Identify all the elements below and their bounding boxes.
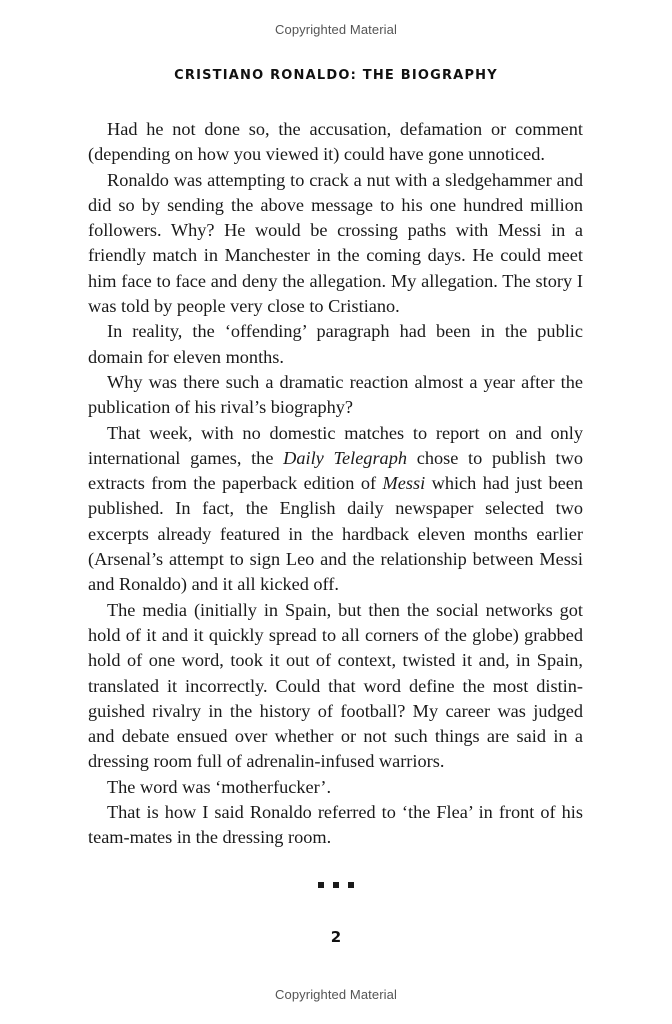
paragraph: Why was there such a dramatic reaction almost a year after the publication of his rival’s biography? xyxy=(88,371,583,418)
running-head: CRISTIANO RONALDO: THE BIOGRAPHY xyxy=(174,68,498,83)
paragraph: In reality, the ‘offending’ paragraph had been in the public domain for eleven months. xyxy=(88,321,583,367)
paragraph: Ronaldo was attempting to crack a nut with a sledgehammer and did so by sending the above message to his one hundred million followers. Why? He would be crossing paths with Messi in a friendly match in Manchester in the coming days. He could meet him face to face and deny the allegation. My allegation. The story I was told by people very close to Cristiano. xyxy=(88,169,583,317)
ornament-square xyxy=(348,882,354,888)
newspaper-title: Daily Telegraph xyxy=(283,447,407,468)
paragraph: The media (initially in Spain, but then the social networks got hold of it and it quickly spread to all corners of the globe) grabbed hold of one word, took it out of context, twisted it and, in Spain, translated it incorrectly. Could that word define the most distinguished rivalry in the history of football? My career was judged and debate ensued over whether or not such things are said in a dressing room full of adrenalin-infused warriors. xyxy=(88,599,583,772)
page-number: 2 xyxy=(330,928,342,946)
body-text xyxy=(88,117,583,851)
ornament-square xyxy=(318,882,324,888)
paragraph-text: chose to publish two extracts from the paperback edition of xyxy=(88,447,583,494)
book-title: Messi xyxy=(382,473,426,494)
copyright-notice-bottom: Copyrighted Material xyxy=(275,987,397,1002)
paragraph-text: which had just been published. In fact, the English daily newspaper selected two excerpts already featured in the hardback eleven months earlier (Arsenal’s attempt to sign Leo and the relationship between Messi and Ronaldo) and it all kicked off. xyxy=(88,473,583,595)
copyright-notice-top: Copyrighted Material xyxy=(275,22,397,37)
paragraph-text: That week, with no domestic matches to report on and only international games, the xyxy=(88,422,583,468)
paragraph: Had he not done so, the accusation, defamation or comment (depending on how you viewed it) could have gone unnoticed. xyxy=(88,119,583,165)
paragraph: The word was ‘motherfucker’. xyxy=(107,776,332,797)
paragraph: That is how I said Ronaldo referred to ‘the Flea’ in front of his team-mates in the dressing room. xyxy=(88,802,583,848)
section-break-ornament xyxy=(0,882,672,888)
ornament-square xyxy=(333,882,339,888)
paragraph xyxy=(88,421,583,598)
